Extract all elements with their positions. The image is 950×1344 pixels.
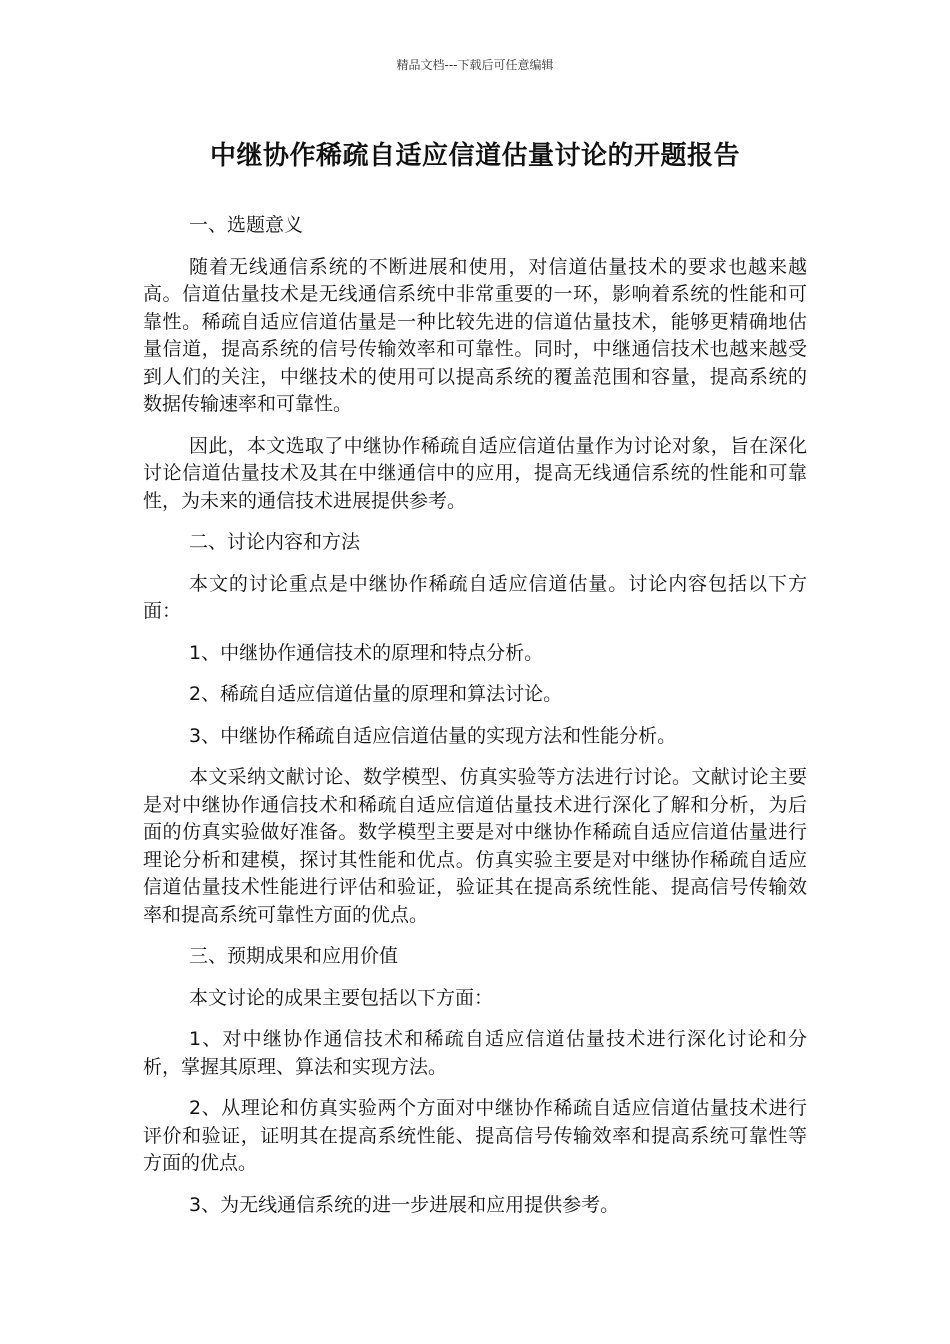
paragraph: 因此，本文选取了中继协作稀疏自适应信道估量作为讨论对象，旨在深化讨论信道估量技术及其在中继通信中的应用，提高无线通信系统的性能和可靠性，为未来的通信技术进展提供参考。 [143,434,807,512]
paragraph: 本文讨论的成果主要包括以下方面： [189,986,494,1009]
list-item: 3、为无线通信系统的进一步进展和应用提供参考。 [189,1193,620,1216]
document-title: 中继协作稀疏自适应信道估量讨论的开题报告 [209,141,740,171]
section-heading-2: 二、讨论内容和方法 [189,531,361,553]
list-item: 2、从理论和仿真实验两个方面对中继协作稀疏自适应信道估量技术进行评价和验证，证明其在提高系统性能、提高信号传输效率和提高系统可靠性等方面的优点。 [143,1097,807,1174]
section-heading-3: 三、预期成果和应用价值 [189,945,399,967]
paragraph: 随着无线通信系统的不断进展和使用，对信道估量技术的要求也越来越高。信道估量技术是无线通信系统中非常重要的一环，影响着系统的性能和可靠性。稀疏自适应信道估量是一种比较先进的信道估量技术，能够更精确地估量信道，提高系统的信号传输效率和可靠性。同时，中继通信技术也越来越受到人们的关注，中继技术的使用可以提高系统的覆盖范围和容量，提高系统的数据传输速率和可靠性。 [143,255,807,415]
paragraph: 本文的讨论重点是中继协作稀疏自适应信道估量。讨论内容包括以下方面： [143,572,807,622]
document-body [143,212,807,1219]
section-heading-1: 一、选题意义 [189,214,304,236]
list-item: 1、中继协作通信技术的原理和特点分析。 [189,641,544,664]
list-item: 3、中继协作稀疏自适应信道估量的实现方法和性能分析。 [189,724,677,747]
list-item: 2、稀疏自适应信道估量的原理和算法讨论。 [189,683,563,705]
paragraph: 本文采纳文献讨论、数学模型、仿真实验等方法进行讨论。文献讨论主要是对中继协作通信技术和稀疏自适应信道估量技术进行深化了解和分析，为后面的仿真实验做好准备。数学模型主要是对中继协作稀疏自适应信道估量进行理论分析和建模，探讨其性能和优点。仿真实验主要是对中继协作稀疏自适应信道估量技术性能进行评估和验证，验证其在提高系统性能、提高信号传输效率和提高系统可靠性方面的优点。 [143,766,807,926]
header-note: 精品文档---下载后可任意编辑 [396,58,554,72]
list-item: 1、对中继协作通信技术和稀疏自适应信道估量技术进行深化讨论和分析，掌握其原理、算法和实现方法。 [143,1028,807,1078]
